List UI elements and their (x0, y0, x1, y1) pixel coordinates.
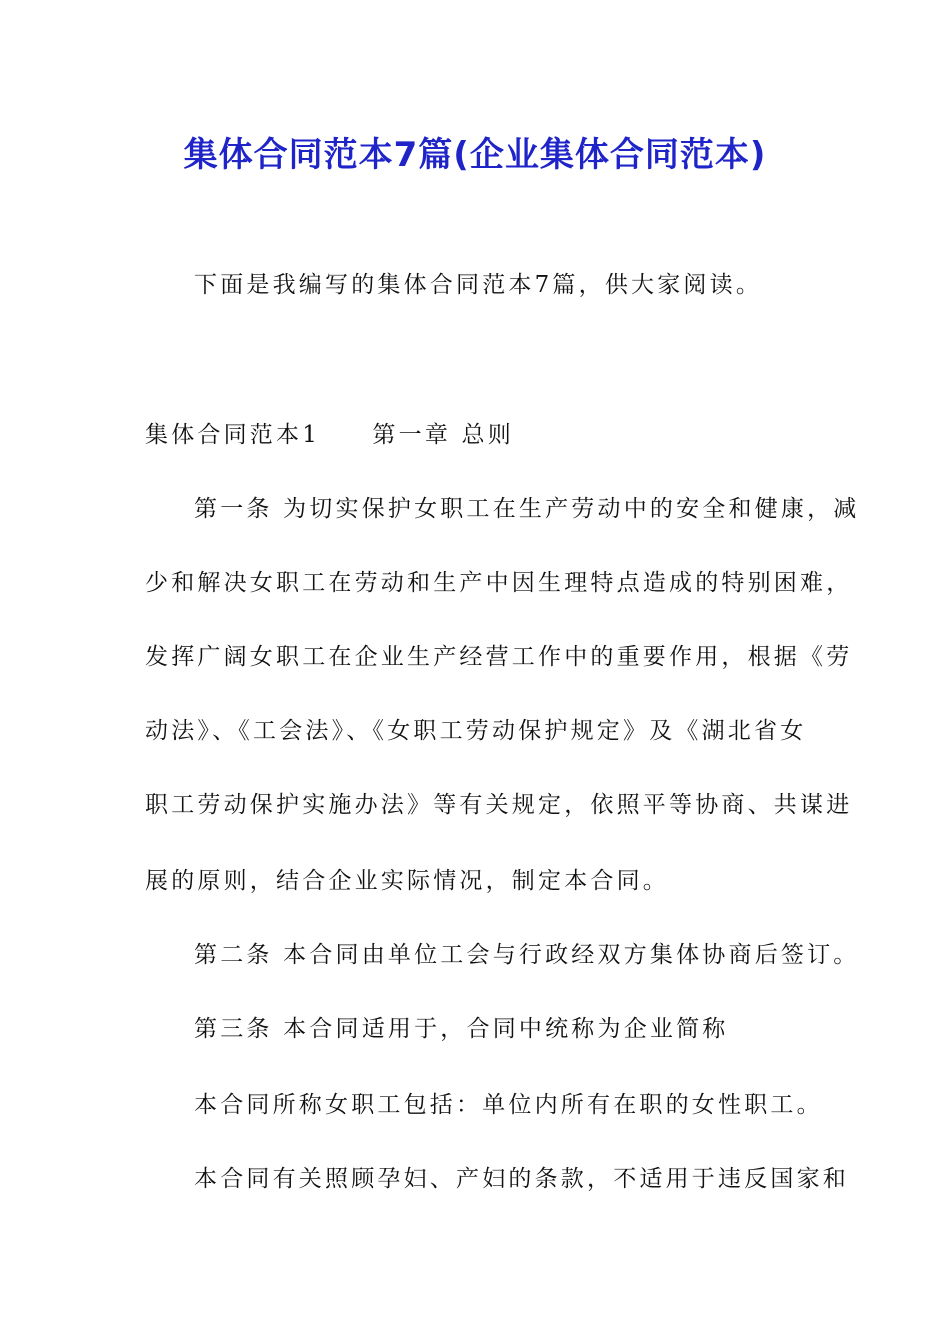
body-line: 职工劳动保护实施办法》等有关规定，依照平等协商、共谋进 (145, 792, 853, 818)
body-line: 本合同有关照顾孕妇、产妇的条款，不适用于违反国家和 (194, 1166, 849, 1192)
intro-paragraph: 下面是我编写的集体合同范本7篇，供大家阅读。 (194, 272, 763, 298)
section-heading: 集体合同范本1 第一章 总则 (145, 422, 514, 448)
body-line: 发挥广阔女职工在企业生产经营工作中的重要作用，根据《劳 (145, 644, 853, 670)
body-line: 展的原则，结合企业实际情况，制定本合同。 (145, 868, 669, 894)
body-line: 少和解决女职工在劳动和生产中因生理特点造成的特别困难， (145, 570, 853, 596)
body-line: 第三条 本合同适用于，合同中统称为企业简称 (194, 1016, 729, 1042)
body-line: 第一条 为切实保护女职工在生产劳动中的安全和健康，减 (194, 496, 860, 522)
document-title: 集体合同范本7篇(企业集体合同范本) (183, 135, 767, 175)
body-line: 动法》、《工会法》、《女职工劳动保护规定》及《湖北省女 (145, 718, 807, 744)
body-line: 第二条 本合同由单位工会与行政经双方集体协商后签订。 (194, 942, 860, 968)
body-line: 本合同所称女职工包括：单位内所有在职的女性职工。 (194, 1092, 823, 1118)
